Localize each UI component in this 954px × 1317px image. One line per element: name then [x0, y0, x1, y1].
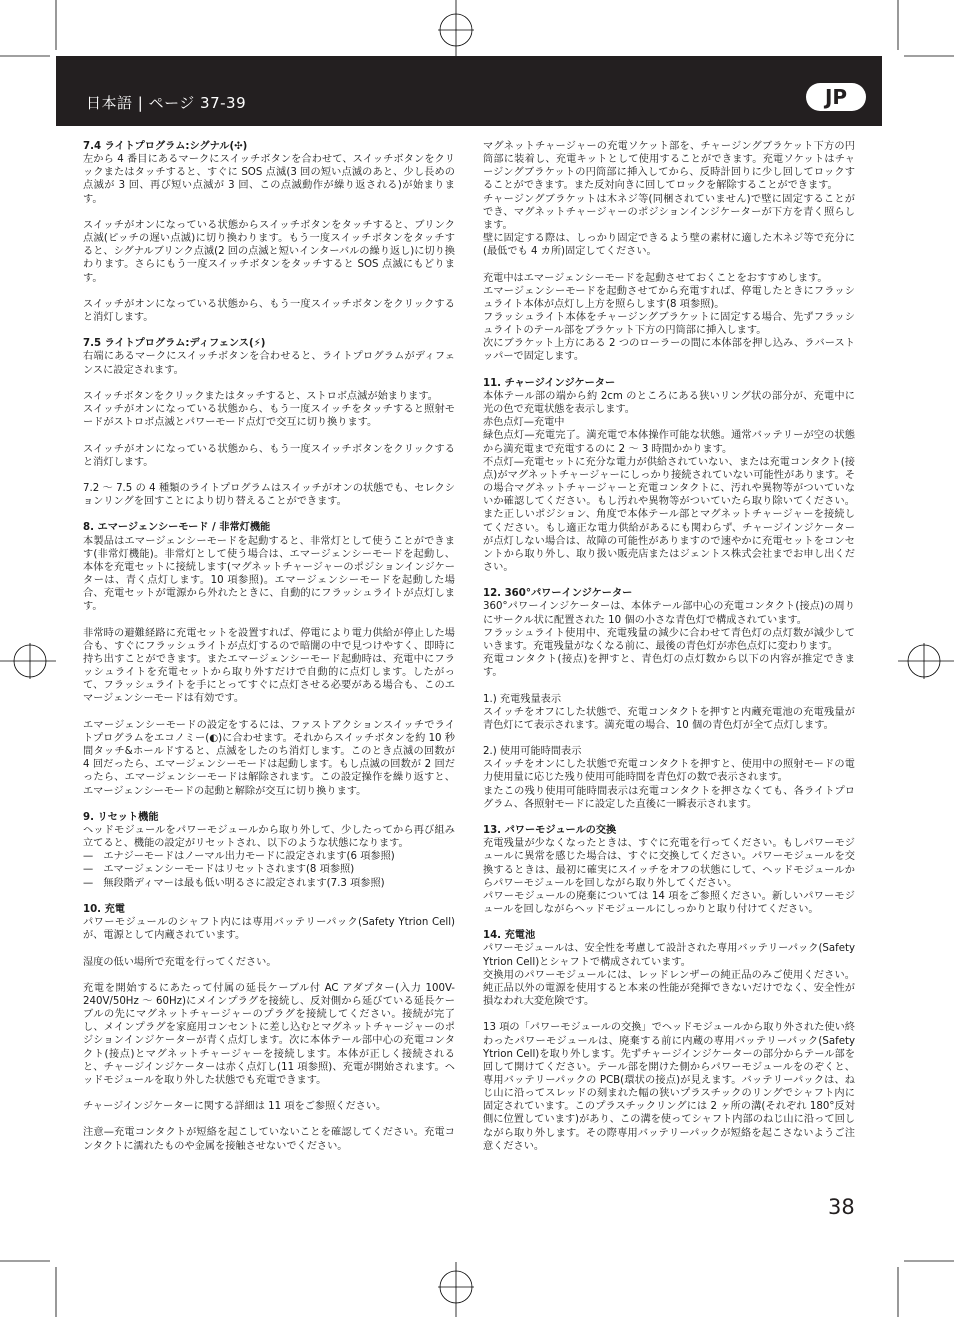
text-block: [483, 377, 855, 574]
paragraph: 1.) 充電残量表示 スイッチをオフにした状態で、充電コンタクトを押すと内蔵充電池の充電残量が青色灯にて表示されます。満充電の場合、10 個の青色灯が全て点灯します。: [483, 693, 855, 731]
paragraph: 湿度の低い場所で充電を行ってください。: [83, 956, 277, 968]
section-heading: 8. エマージェンシーモード / 非常灯機能: [83, 522, 271, 534]
crop-mark-top-right: [894, 0, 954, 60]
text-block: [483, 587, 855, 679]
text-block: [83, 811, 455, 890]
crop-mark-bottom-right: [894, 1257, 954, 1317]
text-block: [83, 140, 455, 206]
paragraph: パワーモジュールのシャフト内には専用バッテリーパック(Safety Ytrion Cell)が、電源として内蔵されています。: [83, 917, 455, 942]
registration-mark-right: [898, 636, 954, 686]
text-block: [83, 627, 455, 706]
section-heading: 9. リセット機能: [83, 811, 159, 823]
paragraph: エマージェンシーモードの設定をするには、ファストアクションスイッチでライトプログラムをエコノミー(◐)に合わせます。それからスイッチボタンを約 10 秒間タッチ&ホールドすると、点滅をしたのち消灯します。このとき点滅の回数が 4 回だったら、エマージェンシーモードは起動します。もし点滅の回数が 2 回だったら、エマージェンシーモードは解除されます。この設定操作を繰り返すと、エマージェンシーモードの起動と解除が交互に切り換ります。: [83, 719, 459, 797]
text-block: [83, 1126, 455, 1152]
section-heading: 13. パワーモジュールの交換: [483, 825, 617, 837]
text-block: [483, 824, 855, 916]
text-block: [83, 482, 455, 508]
text-block: [483, 140, 855, 258]
section-heading: 7.5 ライトプログラム:ディフェンス(⚡): [83, 338, 266, 350]
text-block: [83, 903, 455, 942]
text-block: [83, 219, 455, 285]
text-block: [483, 1021, 859, 1153]
text-block: [83, 521, 455, 613]
paragraph: 注意—充電コンタクトが短絡を起こしていないことを確認してください。充電コンタクトに濡れたものや金属を接触させないでください。: [83, 1127, 455, 1152]
text-block: [483, 929, 855, 1008]
section-heading: 12. 360°パワーインジケーター: [483, 588, 633, 600]
text-block: [83, 1100, 455, 1113]
text-block: [83, 982, 455, 1087]
section-heading: 10. 充電: [83, 903, 125, 915]
paragraph: スイッチがオンになっている状態から、もう一度スイッチボタンをクリックすると消灯します。: [83, 298, 455, 323]
paragraph: 左から 4 番目にあるマークにスイッチボタンを合わせて、スイッチボタンをクリックまたはタッチすると、すぐに SOS 点滅(3 回の短い点滅のあと、少し長めの点滅が 3 回、再び短い点滅が 3 回、この点滅動作が繰り返される)が始まります。: [83, 154, 455, 205]
section-heading: 7.4 ライトプログラム:シグナル(✣): [83, 141, 248, 152]
paragraph: マグネットチャージャーの充電ソケット部を、チャージングブラケット下方の円筒部に装着し、充電キットとして使用することができます。充電ソケットはチャージングブラケットの円筒部に挿入してから、反時計回りに少し回してロックすることができます。また反対向きに回してロックを解除することができます。 チャージングブラケットは木ネジ等(同梱されていません)で壁に固定することができ、マグネットチャージャーのポジションインジケーターが下方を青く照らします。 壁に固定する際は、しっかり固定できるよう壁の素材に適した木ネジ等で充分に(最低でも 4 カ所)固定してください。: [483, 141, 855, 258]
text-block: [83, 298, 455, 324]
header-band: [56, 56, 882, 126]
registration-mark-bottom: [434, 1262, 478, 1317]
paragraph: スイッチがオンになっている状態から、もう一度スイッチボタンをクリックすると消灯します。: [83, 443, 455, 468]
paragraph: 360°パワーインジケーターは、本体テール部中心の充電コンタクト(接点)の周りにサークル状に配置された 10 個の小さな青色灯で構成されています。 フラッシュライト使用中、充電残量の減少に合わせて青色灯の点灯数が減少していきます。充電残量がなくなる前に、最後の青色灯が赤色点灯に変わります。 充電コンタクト(接点)を押すと、青色灯の点灯数から以下の内容が推定できます。: [483, 601, 855, 679]
paragraph: 13 項の「パワーモジュールの交換」でヘッドモジュールから取り外された使い終わったパワーモジュールは、廃棄する前に内蔵の専用バッテリーパック(Safety Ytrion Cell)を取り外します。先ずチャージインジケーターの部分からテール部を回して開けてください。テール部を開けた側からパワーモジュールをのぞくと、専用バッテリーパックの PCB(環状の接点)が見えます。バッテリーパックは、ねじ山に沿ってスレッドの刻まれた幅の狭いプラスチックのリングでシャフト内に固定されています。このプラスチックリングには 2 ヶ所の溝(それぞれ 180°反対側に位置しています)があり、この溝を使ってシャフト内部のねじ山に沿って回しながら取り外します。その際専用バッテリーパックが短絡を起こさないようご注意ください。: [483, 1022, 859, 1152]
paragraph: 7.2 〜 7.5 の 4 種類のライトプログラムはスイッチがオンの状態でも、セレクションリングを回すことにより切り替えることができます。: [83, 482, 455, 508]
paragraph: チャージインジケーターに関する詳細は 11 項をご参照ください。: [83, 1101, 387, 1113]
paragraph: 充電残量が少なくなったときは、すぐに充電を行ってください。もしパワーモジュールに異常を感じた場合は、すぐに交換してください。パワーモジュールを交換するときは、最初に確実にスイッチをオフの状態にして、ヘッドモジュールからパワーモジュールを回しながら取り外してください。 パワーモジュールの廃棄については 14 項をご参照ください。新しいパワーモジュールを回しながらヘッドモジュールにしっかりと取り付けてください。: [483, 838, 855, 915]
text-block: [83, 443, 455, 469]
crop-mark-bottom-left: [0, 1257, 60, 1317]
paragraph: パワーモジュールは、安全性を考慮して設計された専用バッテリーパック(Safety Ytrion Cell)とシャフトで構成されています。 交換用のパワーモジュールには、レッドレンザーの純正品のみご使用ください。純正品以外の電源を使用すると本来の性能が発揮できないだけでなく、安全性が損なわれ大変危険です。: [483, 943, 855, 1008]
paragraph: 右端にあるマークにスイッチボタンを合わせると、ライトプログラムがディフェンスに設定されます。: [83, 351, 455, 376]
section-heading: 14. 充電池: [483, 930, 536, 942]
text-block: [83, 956, 455, 969]
text-block: [483, 693, 855, 732]
paragraph: 本製品はエマージェンシーモードを起動すると、非常灯として使うことができます(非常灯機能)。非常灯として使う場合は、エマージェンシーモードを起動し、本体を充電セットに接続します(マグネットチャージャーのポジションインジケーターは、青く点灯します。10 項参照)。エマージェンシーモードを起動した場合、充電セットが電源から外れたときに、自動的にフラッシュライトが点灯します。: [83, 535, 455, 613]
text-block: [483, 272, 855, 364]
paragraph: 充電を開始するにあたって付属の延長ケーブル付 AC アダプター(入力 100V-240V/50Hz 〜 60Hz)にメインプラグを接続し、反対側から延びている延長ケーブルの先にマグネットチャージャーのプラグを接続してください。接続が完了し、メインプラグを家庭用コンセントに差し込むとマグネットチャージャーのポジションインジケーターが青く点灯します。次に本体テール部中心の充電コンタクト(接点)とマグネットチャージャーを接続します。本体が正しく接続されると、チャージインジケーターは赤く点灯し(11 項参照)、充電が開始されます。ヘッドモジュールを取り外した状態でも充電できます。: [83, 982, 455, 1086]
registration-mark-top: [434, 0, 478, 56]
registration-mark-left: [0, 636, 56, 686]
paragraph: 充電中はエマージェンシーモードを起動させておくことをおすすめします。 エマージェンシーモードを起動させてから充電すれば、停電したときにフラッシュライト本体が点灯し上方を照らします(8 項参照)。 フラッシュライト本体をチャージングブラケットに固定する場合、先ずフラッシュライトのテール部をブラケット下方の円筒部に挿入します。 次にブラケット上方にある 2 つのローラーの間に本体部を押し込み、ラバーストッパーで固定します。: [483, 272, 855, 363]
text-block: [83, 390, 455, 429]
paragraph: 非常時の避難経路に充電セットを設置すれば、停電により電力供給が停止した場合も、すぐにフラッシュライトが点灯するので暗闇の中で見つけやすく、即時に持ち出すことができます。またエマージェンシーモード起動時は、充電中にフラッシュライトを充電セットから取り外すだけで自動的に点灯します。したがって、フラッシュライトを手にとってすぐに点灯させる必要がある場合も、このエマージェンシーモードは有効です。: [83, 627, 455, 705]
paragraph: スイッチがオンになっている状態からスイッチボタンをタッチすると、ブリンク点滅(ピッチの遅い点滅)に切り換わります。もう一度スイッチボタンをタッチすると、シグナルブリンク点滅(2 回の点滅と短いインターバルの繰り返し)に切り換わります。さらにもう一度スイッチボタンをタッチすると SOS 点滅にもどります。: [83, 219, 455, 284]
section-heading: 11. チャージインジケーター: [483, 377, 616, 389]
paragraph: 本体テール部の端から約 2cm のところにある狭いリング状の部分が、充電中に光の色で充電状態を表示します。 赤色点灯—充電中 緑色点灯—充電完了。満充電で本体操作可能な状態。通常バッテリーが空の状態から満充電まで充電するのに 2 〜 3 時間かかります。 不点灯—充電セットに充分な電力が供給されていない、または充電コンタクト(接点)がマグネットチャージャーにしっかり接続されていない可能性があります。その場合マグネットチャージャーと充電コンタクトに、汚れや異物等がついていないか確認してください。もし汚れや異物等がついていたら取り除いてください。また正しいポジション、角度で本体テール部とマグネットチャージャーを接続してください。もし適正な電力供給があるにも関わらず、チャージインジケーターが点灯しない場合は、故障の可能性がありますので速やかに充電セットをコンセントから取り外し、取り扱い販売店またはジェントス株式会社までお申し出ください。: [483, 390, 855, 573]
page-number: 38: [828, 1195, 855, 1219]
language-badge: JP: [806, 83, 866, 111]
text-block: [483, 745, 855, 811]
crop-mark-top-left: [0, 0, 60, 60]
right-column: [483, 140, 859, 1166]
paragraph: スイッチボタンをクリックまたはタッチすると、ストロボ点滅が始まります。 スイッチがオンになっている状態から、もう一度スイッチをタッチすると照射モードがストロボ点滅とパワーモード点灯で交互に切り換ります。: [83, 390, 455, 429]
paragraph: ヘッドモジュールをパワーモジュールから取り外して、少したってから再び組み立てると、機能の設定がリセットされ、以下のような状態になります。 — エナジーモードはノーマル出力モードに設定されます(6 項参照) — エマージェンシーモードはリセットされます(8 項参照) — 無段階ディマーは最も低い明るさに設定されます(7.3 項参照): [83, 824, 455, 889]
left-column: [83, 140, 459, 1166]
page-title: 日本語 | ページ 37-39: [86, 94, 247, 112]
text-block: [83, 719, 459, 798]
text-block: [83, 337, 455, 376]
paragraph: 2.) 使用可能時間表示 スイッチをオンにした状態で充電コンタクトを押すと、使用中の照射モードの電力使用量に応じた残り使用可能時間を青色灯の数で表示されます。 またこの残り使用可能時間表示は充電コンタクトを押さなくても、各ライトプログラム、各照射モードに設定した直後に一瞬表示されます。: [483, 746, 855, 810]
